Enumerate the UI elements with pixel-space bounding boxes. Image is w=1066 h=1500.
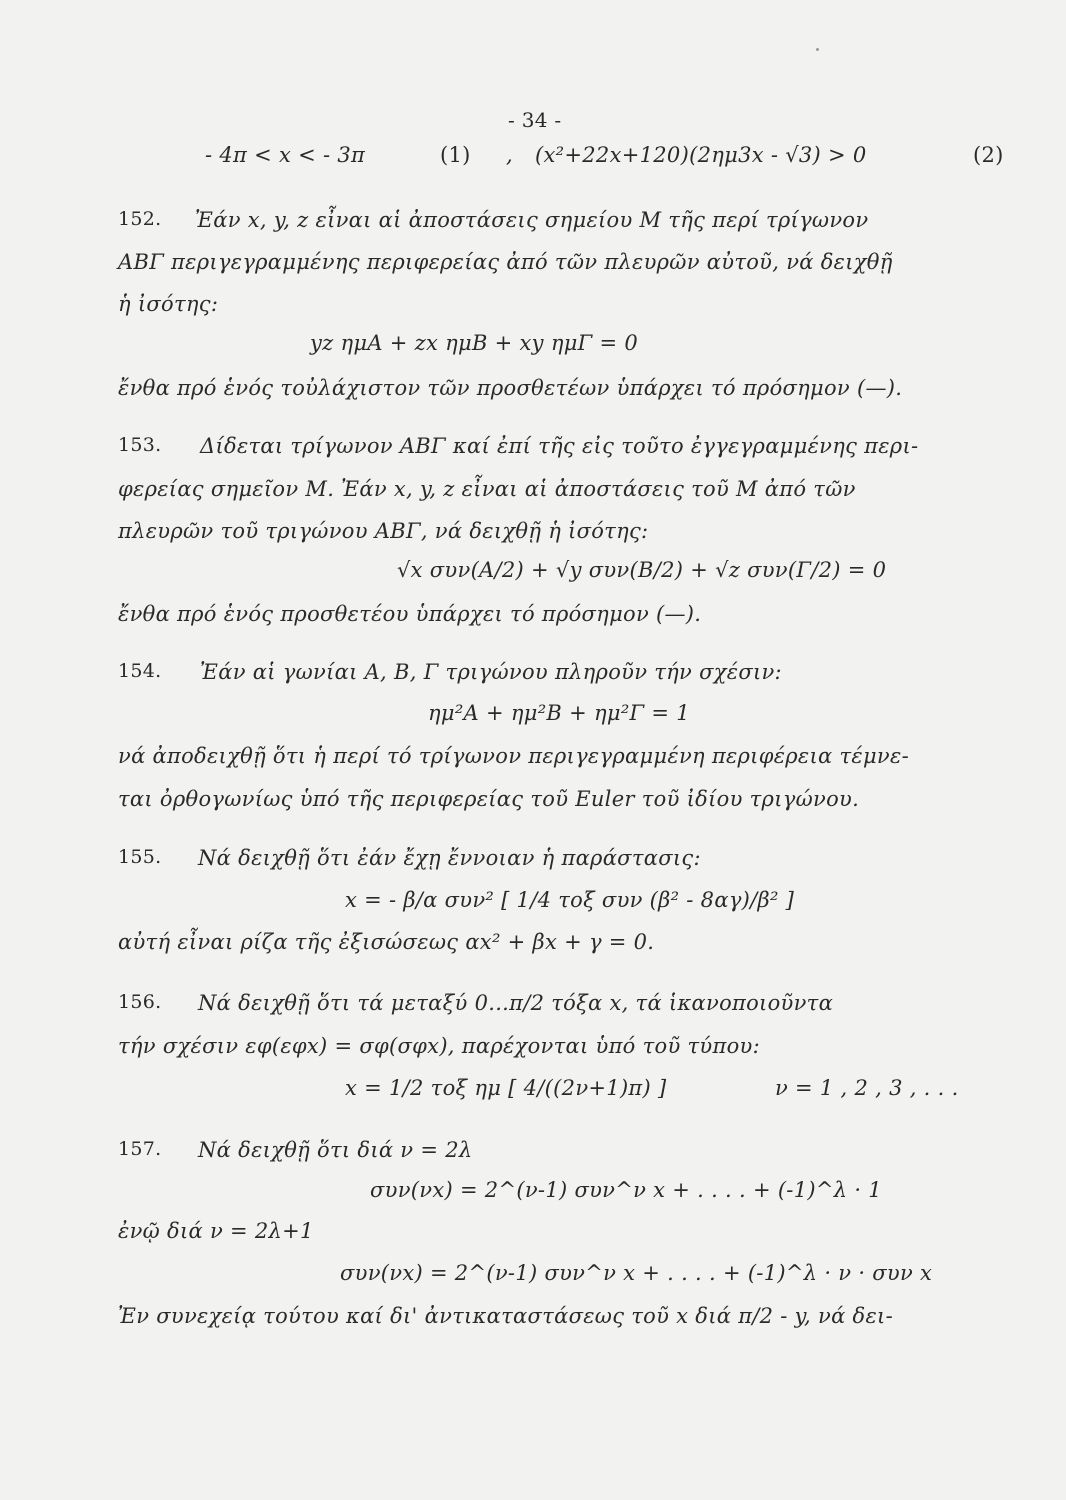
problem-155-conclusion: αὐτή εἶναι ρίζα τῆς ἐξισώσεως αx² + βx + γ = 0. bbox=[118, 930, 655, 954]
problem-152-line-3: ἡ ἰσότης: bbox=[118, 292, 219, 316]
problem-153-line-2: φερείας σημεῖον Μ. Ἐάν x, y, z εἶναι αἱ ἀποστάσεις τοῦ Μ ἀπό τῶν bbox=[118, 477, 856, 501]
problem-152-line-1: Ἐάν x, y, z εἶναι αἱ ἀποστάσεις σημείου Μ τῆς περί τρίγωνον bbox=[195, 208, 869, 232]
problem-154-conclusion-2: ται ὀρθογωνίως ὑπό τῆς περιφερείας τοῦ Euler τοῦ ἰδίου τριγώνου. bbox=[118, 787, 860, 811]
problem-157-line-1: Νά δειχθῇ ὅτι διά ν = 2λ bbox=[198, 1138, 473, 1162]
problem-155-formula: x = - β/α συν² [ 1/4 τοξ συν (β² - 8αγ)/β² ] bbox=[345, 888, 795, 912]
problem-153-formula: √x συν(A/2) + √y συν(B/2) + √z συν(Γ/2) = 0 bbox=[397, 558, 887, 582]
problem-153-line-1: Δίδεται τρίγωνον ΑΒΓ καί ἐπί τῆς εἰς τοῦτο ἐγγεγραμμένης περι- bbox=[200, 434, 919, 458]
problem-154-number: 154. bbox=[118, 660, 162, 682]
problem-153-number: 153. bbox=[118, 434, 162, 456]
equation-1: - 4π < x < - 3π bbox=[205, 143, 366, 167]
equation-2-label: (2) bbox=[973, 143, 1004, 167]
problem-156-line-2: τήν σχέσιν εφ(εφx) = σφ(σφx), παρέχονται ὑπό τοῦ τύπου: bbox=[118, 1034, 760, 1058]
problem-155-number: 155. bbox=[118, 846, 162, 868]
problem-152-line-2: ΑΒΓ περιγεγραμμένης περιφερείας ἀπό τῶν πλευρῶν αὐτοῦ, νά δειχθῇ bbox=[118, 250, 893, 274]
problem-152-formula: yz ημΑ + zx ημΒ + xy ημΓ = 0 bbox=[310, 331, 639, 355]
problem-157-continuation: Ἐν συνεχείᾳ τούτου καί δι' ἀντικαταστάσεως τοῦ x διά π/2 - y, νά δει- bbox=[118, 1304, 893, 1328]
problem-154-formula: ημ²Α + ημ²Β + ημ²Γ = 1 bbox=[428, 701, 690, 725]
problem-157-formula-1: συν(νx) = 2^(ν-1) συν^ν x + . . . . + (-1)^λ · 1 bbox=[370, 1178, 882, 1202]
problem-154-line-1: Ἐάν αἱ γωνίαι Α, Β, Γ τριγώνου πληροῦν τήν σχέσιν: bbox=[200, 660, 782, 684]
equation-2: (x²+22x+120)(2ημ3x - √3) > 0 bbox=[535, 143, 867, 167]
problem-153-line-3: πλευρῶν τοῦ τριγώνου ΑΒΓ, νά δειχθῇ ἡ ἰσότης: bbox=[118, 519, 649, 543]
equation-separator: , bbox=[506, 143, 513, 167]
problem-152-conclusion: ἔνθα πρό ἑνός τοὐλάχιστον τῶν προσθετέων ὑπάρχει τό πρόσημον (—). bbox=[118, 376, 903, 400]
problem-154-conclusion-1: νά ἀποδειχθῇ ὅτι ἡ περί τό τρίγωνον περιγεγραμμένη περιφέρεια τέμνε- bbox=[118, 744, 909, 768]
problem-155-line-1: Νά δειχθῇ ὅτι ἐάν ἔχῃ ἔννοιαν ἡ παράστασις: bbox=[198, 846, 701, 870]
problem-157-middle: ἐνῷ διά ν = 2λ+1 bbox=[118, 1219, 314, 1243]
problem-156-line-1: Νά δειχθῇ ὅτι τά μεταξύ 0...π/2 τόξα x, τά ἱκανοποιοῦντα bbox=[198, 991, 834, 1015]
scan-speck bbox=[816, 48, 819, 51]
problem-156-number: 156. bbox=[118, 991, 162, 1013]
equation-1-label: (1) bbox=[440, 143, 471, 167]
page-number: - 34 - bbox=[508, 108, 562, 132]
problem-156-formula: x = 1/2 τοξ ημ [ 4/((2ν+1)π) ] bbox=[345, 1076, 667, 1100]
problem-157-formula-2: συν(νx) = 2^(ν-1) συν^ν x + . . . . + (-1)^λ · ν · συν x bbox=[340, 1261, 933, 1285]
problem-153-conclusion: ἔνθα πρό ἑνός προσθετέου ὑπάρχει τό πρόσημον (—). bbox=[118, 602, 702, 626]
problem-152-number: 152. bbox=[118, 208, 162, 230]
problem-156-range: ν = 1 , 2 , 3 , . . . bbox=[775, 1076, 959, 1100]
problem-157-number: 157. bbox=[118, 1138, 162, 1160]
